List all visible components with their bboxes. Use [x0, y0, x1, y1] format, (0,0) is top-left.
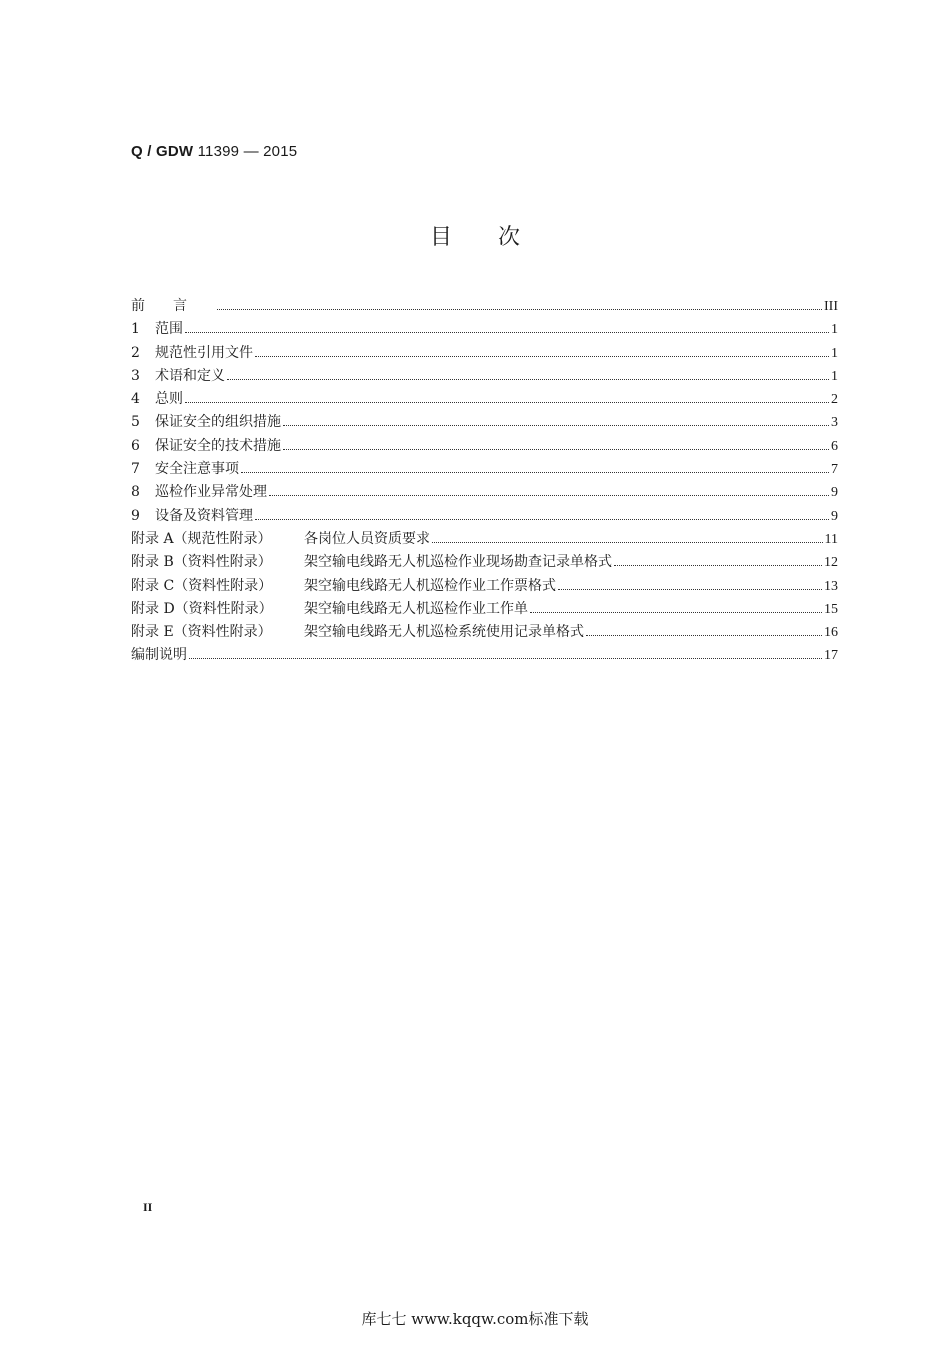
appendix-tag: 附录 B（资料性附录） [131, 554, 272, 571]
toc-appendix-b[interactable] [131, 551, 838, 574]
toc-entry-page: 17 [824, 648, 838, 664]
toc-entry-number: 4 [131, 391, 140, 408]
footer-watermark: 库七七 www.kqqw.com标准下载 [361, 1310, 589, 1328]
toc-entry-number: 6 [131, 437, 140, 454]
toc-entry-label: 范围 [155, 321, 183, 338]
appendix-tag: 附录 E（资料性附录） [131, 624, 272, 641]
toc-entry-page: 6 [831, 438, 838, 454]
toc-entry-8[interactable] [131, 481, 838, 504]
toc-entry-2[interactable] [131, 342, 838, 365]
toc-entry-page: 3 [831, 415, 838, 431]
toc-entry-page: 1 [831, 322, 838, 338]
toc-entry-page: 1 [831, 368, 838, 384]
dot-leader [217, 308, 822, 310]
page-number: II [143, 1200, 153, 1214]
dot-leader [586, 634, 822, 636]
dot-leader [227, 378, 829, 380]
toc-entry-5[interactable] [131, 411, 838, 434]
toc-entry-label: 巡检作业异常处理 [155, 484, 267, 501]
toc-entry-page: 12 [824, 555, 838, 571]
toc-appendix-e[interactable] [131, 621, 838, 644]
dot-leader [558, 588, 822, 590]
toc-entry-page: 1 [831, 345, 838, 361]
dot-leader [283, 424, 829, 426]
toc-entry-6[interactable] [131, 435, 838, 458]
toc-appendix-c[interactable] [131, 575, 838, 598]
toc-entry-page: 2 [831, 392, 838, 408]
toc-entry-number: 7 [131, 461, 140, 478]
toc-entry-compilation-notes[interactable] [131, 644, 838, 667]
appendix-tag: 附录 A（规范性附录） [131, 530, 272, 547]
toc-appendix-d[interactable] [131, 598, 838, 621]
toc-entry-9[interactable] [131, 505, 838, 528]
toc-entry-label: 保证安全的技术措施 [155, 437, 281, 454]
toc-entry-4[interactable] [131, 388, 838, 411]
appendix-label: 架空输电线路无人机巡检作业工作单 [304, 600, 528, 617]
dot-leader [269, 494, 829, 496]
toc-entry-label: 前言 [131, 298, 215, 314]
toc-entry-foreword[interactable] [131, 295, 838, 318]
toc-entry-number: 3 [131, 367, 140, 384]
toc-entry-page: 16 [824, 625, 838, 641]
appendix-label: 各岗位人员资质要求 [304, 530, 430, 547]
toc-entry-page: 11 [824, 531, 838, 547]
toc-entry-number: 8 [131, 484, 140, 501]
dot-leader [283, 448, 829, 450]
toc-entry-1[interactable] [131, 318, 838, 341]
dot-leader [189, 657, 822, 659]
document-code [131, 143, 297, 160]
toc-appendix-a[interactable] [131, 528, 838, 551]
dot-leader [255, 518, 829, 520]
document-code-number: 11399 — 2015 [193, 143, 298, 160]
toc-entry-page: III [824, 299, 838, 314]
toc-entry-label: 设备及资料管理 [155, 507, 253, 524]
page-title: 目次 [429, 225, 566, 250]
toc-entry-label: 编制说明 [131, 647, 187, 664]
toc-entry-page: 13 [824, 578, 838, 594]
toc-entry-7[interactable] [131, 458, 838, 481]
dot-leader [530, 611, 822, 613]
toc-entry-number: 1 [131, 321, 140, 338]
toc-entry-number: 2 [131, 344, 140, 361]
appendix-label: 架空输电线路无人机巡检作业现场勘查记录单格式 [304, 554, 612, 571]
toc-entry-label: 安全注意事项 [155, 461, 239, 478]
dot-leader [255, 355, 829, 357]
appendix-tag: 附录 D（资料性附录） [131, 600, 273, 617]
table-of-contents [131, 295, 838, 668]
toc-entry-label: 保证安全的组织措施 [155, 414, 281, 431]
toc-entry-label: 规范性引用文件 [155, 344, 253, 361]
appendix-label: 架空输电线路无人机巡检作业工作票格式 [304, 577, 556, 594]
toc-entry-page: 7 [831, 462, 838, 478]
toc-entry-label: 术语和定义 [155, 367, 225, 384]
appendix-tag: 附录 C（资料性附录） [131, 577, 273, 594]
toc-entry-page: 9 [831, 508, 838, 524]
dot-leader [185, 401, 829, 403]
toc-entry-page: 15 [824, 601, 838, 617]
toc-entry-page: 9 [831, 485, 838, 501]
appendix-label: 架空输电线路无人机巡检系统使用记录单格式 [304, 624, 584, 641]
dot-leader [614, 564, 822, 566]
toc-entry-3[interactable] [131, 365, 838, 388]
dot-leader [185, 331, 829, 333]
dot-leader [432, 541, 823, 543]
toc-entry-label: 总则 [155, 391, 183, 408]
toc-entry-number: 5 [131, 414, 140, 431]
dot-leader [241, 471, 829, 473]
document-code-prefix: Q / GDW [131, 143, 194, 160]
toc-entry-number: 9 [131, 507, 140, 524]
